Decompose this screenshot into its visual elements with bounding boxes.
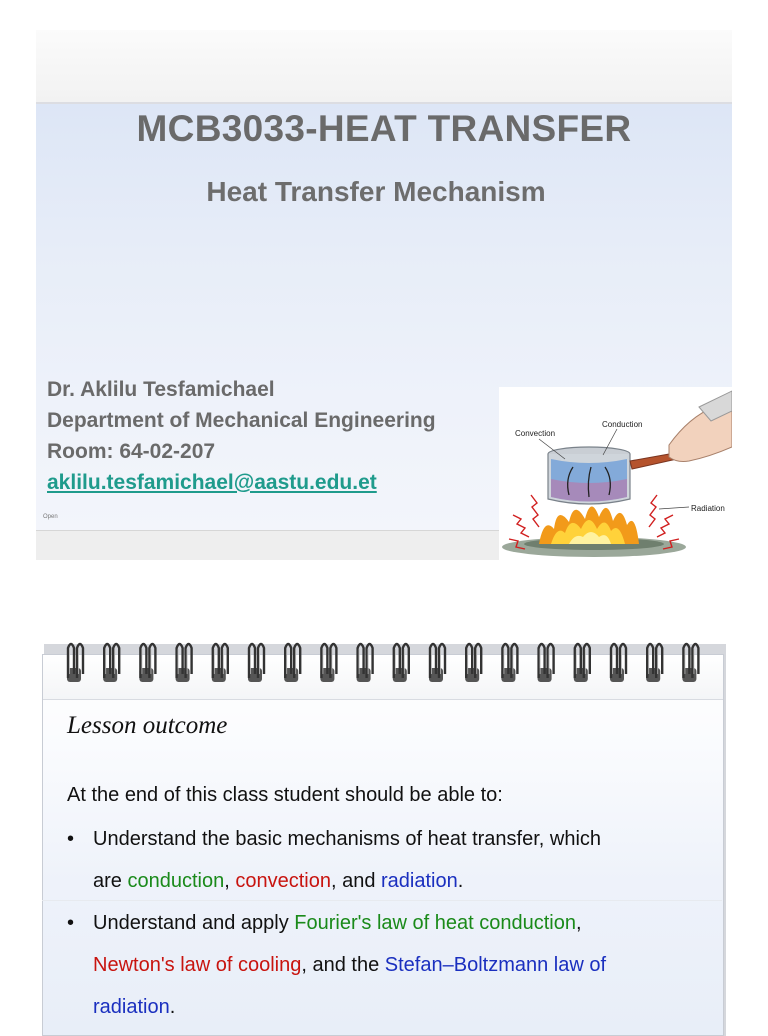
binding-ring bbox=[393, 644, 409, 682]
binding-ring bbox=[320, 644, 336, 682]
spiral-binding-rings bbox=[60, 634, 720, 694]
binding-ring bbox=[284, 644, 300, 682]
term-stefan-boltzmann-law: Stefan–Boltzmann law of bbox=[384, 954, 607, 976]
convection-label: Convection bbox=[515, 429, 556, 438]
lecture-subtitle: Heat Transfer Mechanism bbox=[206, 176, 546, 207]
title-slide bbox=[36, 30, 732, 560]
author-name: Dr. Aklilu Tesfamichael bbox=[47, 378, 275, 401]
course-title: MCB3033-HEAT TRANSFER bbox=[136, 108, 632, 149]
heat-transfer-illustration bbox=[499, 387, 732, 560]
intro-text: At the end of this class student should be able to: bbox=[67, 784, 503, 806]
binding-ring bbox=[357, 644, 373, 682]
binding-ring bbox=[682, 644, 698, 682]
bullet2-line2: Newton's law of cooling, and the Stefan–Boltzmann law of bbox=[93, 954, 607, 976]
term-convection: convection bbox=[235, 870, 331, 892]
binding-ring bbox=[501, 644, 517, 682]
bullet-dot: • bbox=[67, 912, 75, 934]
binding-ring bbox=[574, 644, 590, 682]
room-number: Room: 64-02-207 bbox=[47, 440, 216, 463]
open-label: Open bbox=[43, 514, 58, 520]
binding-ring bbox=[67, 644, 83, 682]
bullet2-line3: radiation. bbox=[93, 996, 176, 1018]
binding-ring bbox=[212, 644, 228, 682]
bullet1-line2: are conduction, convection, and radiation. bbox=[93, 870, 464, 892]
binding-ring bbox=[248, 644, 264, 682]
binding-ring bbox=[139, 644, 155, 682]
term-radiation: radiation bbox=[381, 870, 458, 892]
bullet2-line1: Understand and apply Fourier's law of heat conduction, bbox=[93, 912, 582, 934]
binding-ring bbox=[465, 644, 481, 682]
lesson-outcome-slide bbox=[42, 634, 724, 1034]
bullet1-line1: Understand the basic mechanisms of heat transfer, which bbox=[93, 828, 602, 850]
term-conduction: conduction bbox=[127, 870, 225, 892]
binding-ring bbox=[538, 644, 554, 682]
conduction-label: Conduction bbox=[602, 420, 643, 429]
term-newton-law: Newton's law of cooling bbox=[93, 954, 302, 976]
author-info bbox=[47, 374, 436, 498]
slide-header-bar bbox=[36, 30, 732, 104]
bullet-divider bbox=[42, 900, 722, 901]
term-fourier-law: Fourier's law of heat conduction bbox=[294, 912, 576, 934]
binding-ring bbox=[103, 644, 119, 682]
binding-ring bbox=[610, 644, 626, 682]
binding-ring bbox=[429, 644, 445, 682]
radiation-label: Radiation bbox=[691, 504, 725, 513]
bullet-dot: • bbox=[67, 828, 75, 850]
binding-ring bbox=[646, 644, 662, 682]
department-name: Department of Mechanical Engineering bbox=[47, 409, 436, 432]
binding-ring bbox=[176, 644, 192, 682]
lesson-heading: Lesson outcome bbox=[67, 712, 228, 739]
email-link[interactable]: aklilu.tesfamichael@aastu.edu.et bbox=[47, 471, 377, 494]
